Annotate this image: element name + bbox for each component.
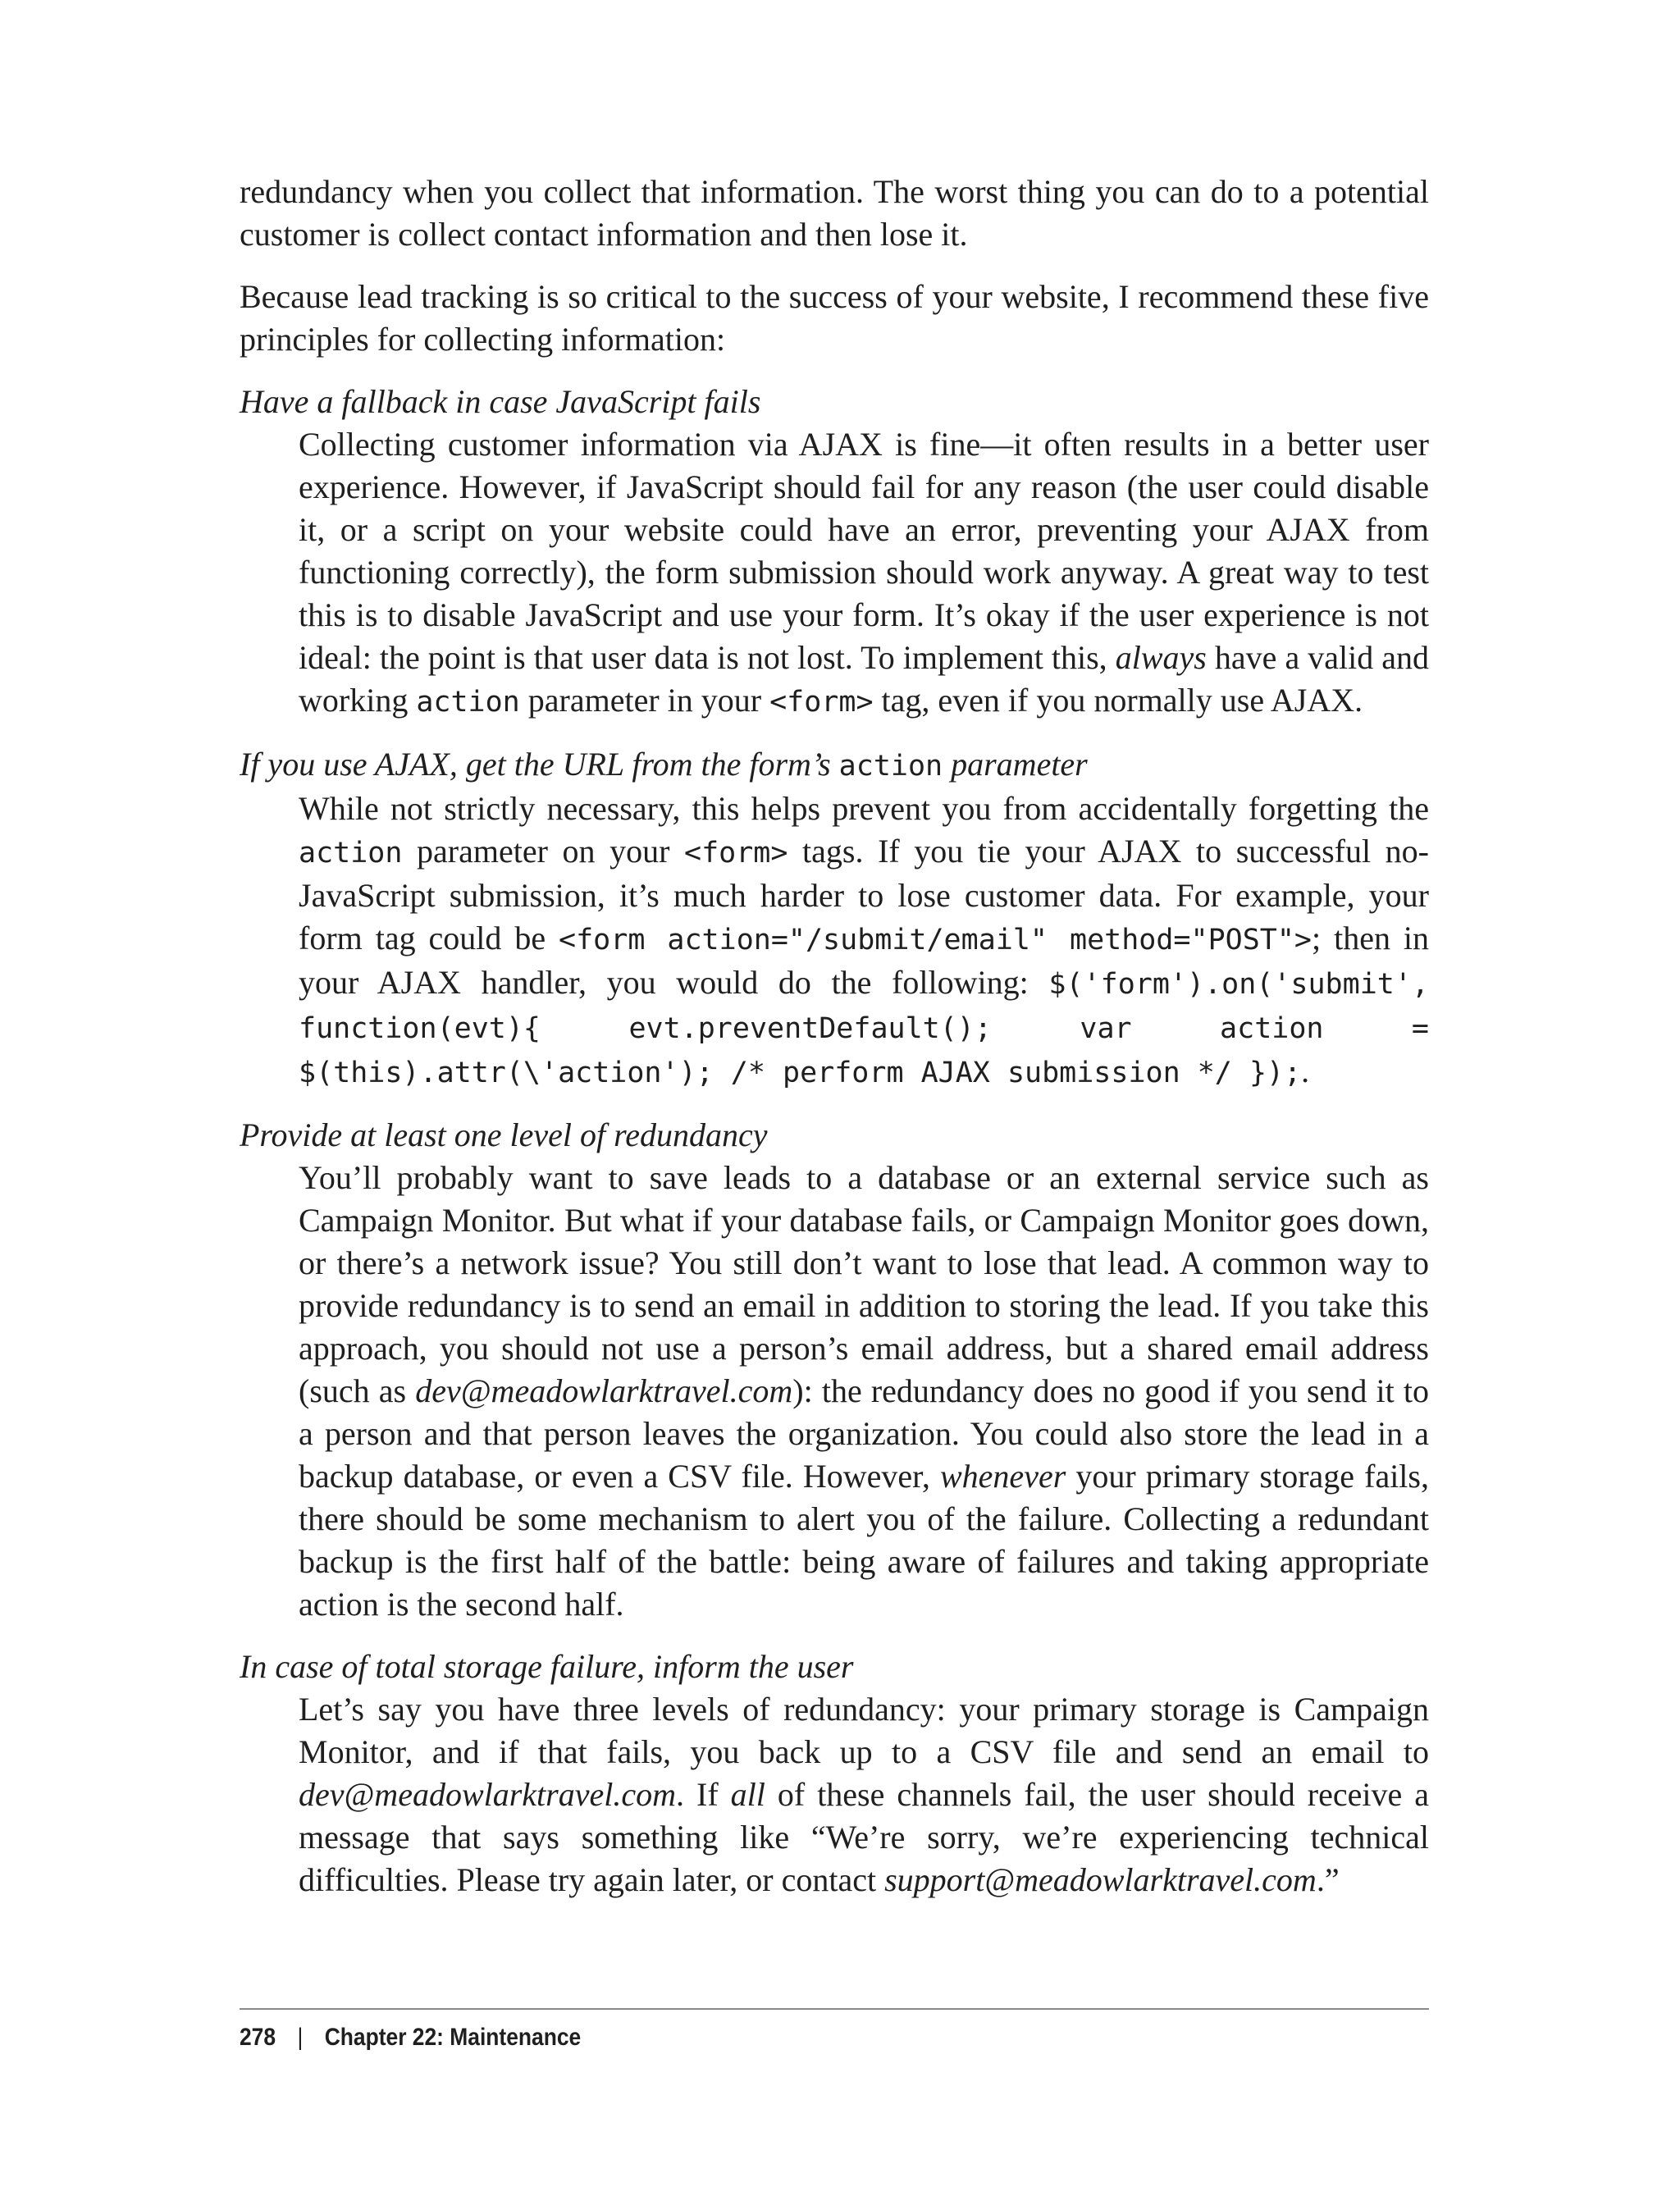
text-run: tag, even if you normally use AJAX. xyxy=(873,682,1363,719)
text-run: ): the redundancy does no good if you send it to a person and that person leaves the organization. You could also store the lead in a backup database, or even a CSV file. However, xyxy=(299,1372,1429,1495)
emphasis: all xyxy=(730,1776,765,1813)
text-run: . If xyxy=(676,1776,731,1813)
email-address: dev@meadowlarktravel.com xyxy=(415,1372,793,1409)
page-number: 278 xyxy=(240,2024,276,2051)
text-run: Collecting customer information via AJAX is fine—it often results in a better user experience. However, if JavaScript should fail for any reason (the user could disable it, or a script on your website could have an error, preventing your AJAX from functioning correctly), the form submission should work anyway. A great way to test this is to disable JavaScript and use your form. It’s okay if the user experience is not ideal: the point is that user data is not lost. To implement this, xyxy=(299,426,1429,676)
inline-code: <form> xyxy=(769,686,874,719)
text-run: . xyxy=(1301,1052,1310,1089)
text-run: parameter xyxy=(943,746,1088,783)
text-run: parameter in your xyxy=(519,682,770,719)
page-footer xyxy=(240,2023,581,2052)
principle-definition xyxy=(299,423,1429,724)
inline-code: <form action="/submit/email" method="POST"> xyxy=(559,924,1312,956)
text-run: Let’s say you have three levels of redundancy: your primary storage is Campaign Monitor, and if that fails, you back up to a CSV file and send an email to xyxy=(299,1691,1429,1770)
principle-definition xyxy=(299,1688,1429,1901)
page-body xyxy=(240,171,1429,1921)
text-run: of these channels fail, the user should receive a message that says something like “We’re sorry, we’re experiencing technical difficulties. Please try again later, or contact xyxy=(299,1776,1430,1898)
paragraph: Because lead tracking is so critical to the success of your website, I recommend these five principles for collecting information: xyxy=(240,278,1429,358)
principle-term xyxy=(240,743,1429,788)
inline-code: $('form').on('submit', function(evt){ evt.preventDefault(); var action = $(this).attr(\'action'); /* perform AJAX submission */ }); xyxy=(299,968,1429,1089)
email-address: support@meadowlarktravel.com xyxy=(884,1861,1317,1898)
principle-definition xyxy=(299,788,1429,1094)
text-run: While not strictly necessary, this helps prevent you from accidentally forgetting the xyxy=(299,790,1429,827)
text-run: have a valid and working xyxy=(299,639,1430,719)
text-run: parameter on your xyxy=(402,833,685,870)
principle-term: Provide at least one level of redundancy xyxy=(240,1116,768,1153)
text-run: If you use AJAX, get the URL from the form’s xyxy=(240,746,839,783)
footer-separator: | xyxy=(297,2024,304,2051)
text-run: tags. If you tie your AJAX to successful no-JavaScript submission, it’s much harder to lose customer data. For example, your form tag could be xyxy=(299,833,1429,956)
inline-code: <form> xyxy=(684,837,788,870)
chapter-title: Chapter 22: Maintenance xyxy=(324,2024,582,2051)
emphasis: whenever xyxy=(940,1458,1066,1495)
text-run: .” xyxy=(1316,1861,1340,1898)
text-run: your primary storage fails, there should be some mechanism to alert you of the failure. Collecting a redundant backup is the first half of the battle: being aware of failures and taking appropriate action is the second half. xyxy=(299,1458,1429,1623)
principle-term: In case of total storage failure, inform the user xyxy=(240,1648,854,1685)
principle-term: Have a fallback in case JavaScript fails xyxy=(240,383,761,420)
email-address: dev@meadowlarktravel.com xyxy=(299,1776,676,1813)
text-run: ; then in your AJAX handler, you would do the following: xyxy=(299,920,1429,1001)
footer-divider xyxy=(240,2008,1429,2010)
inline-code: action xyxy=(838,750,943,783)
principle-definition xyxy=(299,1157,1429,1626)
emphasis: always xyxy=(1115,639,1207,676)
inline-code: action xyxy=(299,837,403,870)
text-run: You’ll probably want to save leads to a database or an external service such as Campaign Monitor. But what if your database fails, or Campaign Monitor goes down, or there’s a network issue? You still don’t want to lose that lead. A common way to provide redundancy is to send an email in addition to storing the lead. If you take this approach, you should not use a person’s email address, but a shared email address (such as xyxy=(299,1159,1429,1409)
paragraph: redundancy when you collect that information. The worst thing you can do to a potential customer is collect contact information and then lose it. xyxy=(240,173,1429,253)
inline-code: action xyxy=(416,686,520,719)
